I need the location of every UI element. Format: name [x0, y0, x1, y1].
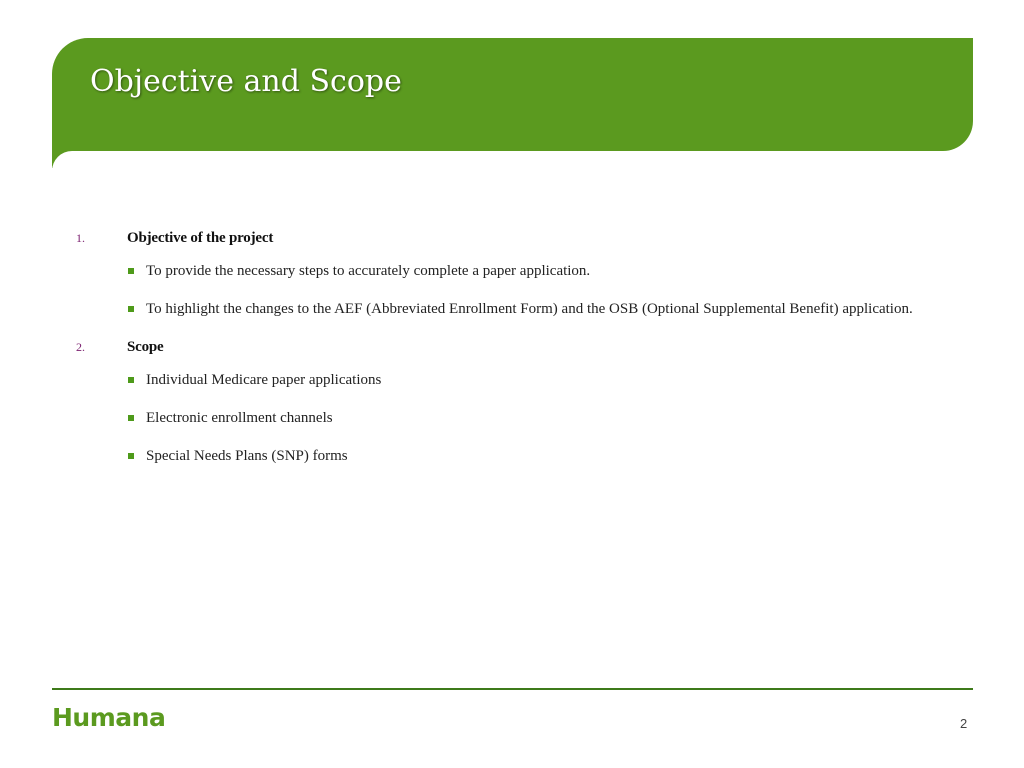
slide-content [76, 228, 936, 484]
bullet-text: Individual Medicare paper applications [146, 372, 382, 388]
section-title: Objective of the project [127, 230, 274, 246]
bullet-item [127, 258, 936, 285]
section-heading [76, 337, 936, 359]
bullet-item [127, 367, 936, 394]
section-heading [76, 228, 936, 250]
square-bullet-icon [128, 268, 134, 274]
section-number: 2. [76, 340, 85, 354]
bullet-list [76, 258, 936, 323]
page-number: 2 [960, 716, 968, 731]
bullet-item [127, 296, 936, 323]
bullet-text: To highlight the changes to the AEF (Abbreviated Enrollment Form) and the OSB (Optional Supplemental Benefit) application. [146, 301, 913, 317]
section-objective [76, 228, 936, 323]
square-bullet-icon [128, 453, 134, 459]
bullet-list [76, 367, 936, 470]
bullet-item [127, 443, 936, 470]
section-title: Scope [127, 339, 164, 355]
bullet-text: To provide the necessary steps to accurately complete a paper application. [146, 263, 591, 279]
section-scope [76, 337, 936, 470]
bullet-text: Electronic enrollment channels [146, 410, 333, 426]
square-bullet-icon [128, 415, 134, 421]
footer-divider [52, 688, 973, 690]
square-bullet-icon [128, 377, 134, 383]
humana-logo: Humana [52, 703, 166, 732]
bullet-text: Special Needs Plans (SNP) forms [146, 448, 348, 464]
slide-title: Objective and Scope [90, 64, 402, 99]
square-bullet-icon [128, 306, 134, 312]
bullet-item [127, 405, 936, 432]
section-number: 1. [76, 231, 85, 245]
